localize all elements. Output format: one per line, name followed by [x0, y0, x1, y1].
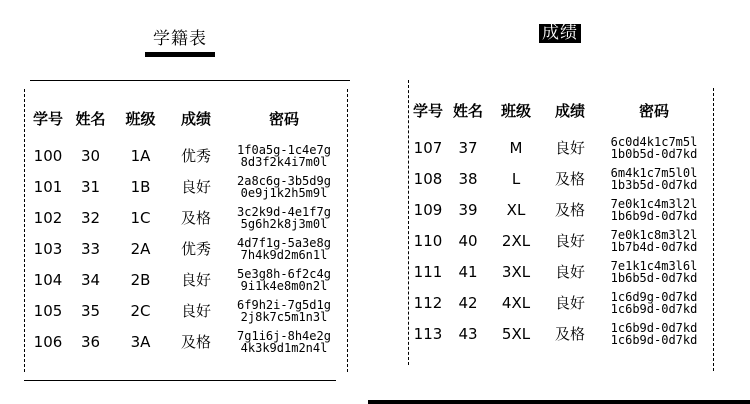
- password-line: 1c6b9d-0d7kd: [610, 332, 698, 347]
- table-row: [410, 256, 710, 287]
- password-cell: [224, 233, 344, 264]
- table-cell: 良好: [180, 302, 211, 320]
- password-line: 7e0k1c4m3l2l: [610, 196, 698, 211]
- table-row: [410, 163, 710, 194]
- table-cell: 113: [413, 324, 443, 343]
- table-cell: 及格: [554, 201, 585, 219]
- right-table: [410, 88, 710, 349]
- password-line: 7g1i6j-8h4e2g: [237, 328, 331, 343]
- table-cell: 良好: [554, 263, 585, 281]
- table-cell: 良好: [554, 294, 585, 312]
- table-cell: 37: [458, 138, 478, 157]
- password-line: 5e3g8h-6f2c4g: [237, 266, 331, 281]
- column-header: 班级: [125, 109, 156, 128]
- table-cell: 42: [458, 293, 478, 312]
- password-line: 3c2k9d-4e1f7g: [237, 204, 331, 219]
- table-cell: 43: [458, 324, 478, 343]
- left-table-title: [130, 30, 230, 57]
- table-cell: 4XL: [501, 293, 531, 312]
- column-header: 学号: [32, 109, 63, 128]
- table-row: [28, 326, 344, 357]
- table-cell: 110: [413, 231, 443, 250]
- table-cell: 及格: [554, 325, 585, 343]
- table-cell: 2C: [130, 301, 151, 320]
- table-row: [410, 287, 710, 318]
- password-line: 1c6b9d-0d7kd: [610, 301, 698, 316]
- password-cell: [224, 171, 344, 202]
- right-table-title-text: 成绩: [539, 24, 581, 43]
- password-line: 1b7b4d-0d7kd: [610, 239, 698, 254]
- password-line: 0e9j1k2h5m9l: [240, 185, 328, 200]
- table-row: [28, 233, 344, 264]
- password-line: 7h4k9d2m6n1l: [240, 247, 328, 262]
- password-cell: [598, 256, 710, 287]
- password-cell: [224, 326, 344, 357]
- table-cell: 103: [33, 239, 63, 258]
- table-cell: L: [511, 169, 521, 188]
- password-line: 1b0b5d-0d7kd: [610, 146, 698, 161]
- password-line: 5g6h2k8j3m0l: [240, 216, 328, 231]
- password-line: 1f0a5g-1c4e7g: [237, 142, 331, 157]
- table-cell: 38: [458, 169, 478, 188]
- right-table-title: [510, 24, 610, 43]
- table-cell: 及格: [180, 333, 211, 351]
- password-line: 7e0k1c8m3l2l: [610, 227, 698, 242]
- table-cell: 107: [413, 138, 443, 157]
- table-cell: 及格: [180, 209, 211, 227]
- table-row: [28, 140, 344, 171]
- table-cell: 39: [458, 200, 478, 219]
- left-table: [28, 96, 344, 357]
- password-line: 4d7f1g-5a3e8g: [237, 235, 331, 250]
- password-line: 6m4k1c7m5l0l: [610, 165, 698, 180]
- right-frame-left: [408, 80, 409, 365]
- table-row: [410, 194, 710, 225]
- column-header: 学号: [412, 101, 443, 120]
- column-header: 姓名: [452, 101, 483, 120]
- password-cell: [598, 194, 710, 225]
- table-cell: 2XL: [501, 231, 531, 250]
- password-line: 4k3k9d1m2n4l: [240, 340, 328, 355]
- password-line: 1c6d9g-0d7kd: [610, 289, 698, 304]
- table-cell: 104: [33, 270, 63, 289]
- password-cell: [224, 295, 344, 326]
- table-cell: 40: [458, 231, 478, 250]
- left-title-underline: [145, 52, 215, 57]
- password-cell: [598, 225, 710, 256]
- password-cell: [598, 132, 710, 163]
- password-line: 2j8k7c5m1n3l: [240, 309, 328, 324]
- password-line: 7e1k1c4m3l6l: [610, 258, 698, 273]
- table-cell: 1B: [130, 177, 151, 196]
- table-cell: 33: [80, 239, 101, 258]
- table-cell: 111: [413, 262, 443, 281]
- table-row: [410, 318, 710, 349]
- table-cell: 36: [80, 332, 101, 351]
- right-table-header-row: [410, 88, 710, 132]
- column-header: 密码: [638, 101, 669, 120]
- password-cell: [598, 163, 710, 194]
- right-frame-right: [713, 88, 714, 371]
- password-cell: [598, 318, 710, 349]
- password-line: 2a8c6g-3b5d9g: [237, 173, 331, 188]
- table-cell: 108: [413, 169, 443, 188]
- left-table-header-row: [28, 96, 344, 140]
- table-cell: 5XL: [501, 324, 531, 343]
- password-line: 8d3f2k4i7m0l: [240, 154, 328, 169]
- table-cell: 1A: [130, 146, 151, 165]
- password-line: 1c6b9d-0d7kd: [610, 320, 698, 335]
- table-row: [410, 225, 710, 256]
- table-row: [28, 171, 344, 202]
- table-row: [28, 202, 344, 233]
- table-cell: 105: [33, 301, 63, 320]
- table-cell: 34: [80, 270, 101, 289]
- table-cell: 101: [33, 177, 63, 196]
- left-bottom-rule: [24, 380, 336, 381]
- table-cell: 1C: [130, 208, 151, 227]
- table-cell: 100: [33, 146, 63, 165]
- table-cell: 41: [458, 262, 478, 281]
- password-cell: [224, 202, 344, 233]
- column-header: 密码: [268, 109, 299, 128]
- table-row: [28, 295, 344, 326]
- table-cell: 30: [80, 146, 101, 165]
- table-cell: 35: [80, 301, 101, 320]
- table-cell: 优秀: [180, 147, 211, 165]
- table-cell: 2A: [130, 239, 151, 258]
- table-cell: 3XL: [501, 262, 531, 281]
- column-header: 成绩: [180, 109, 211, 128]
- table-row: [28, 264, 344, 295]
- table-cell: 良好: [180, 271, 211, 289]
- table-cell: 良好: [554, 232, 585, 250]
- table-cell: 106: [33, 332, 63, 351]
- table-cell: 2B: [130, 270, 151, 289]
- table-cell: 优秀: [180, 240, 211, 258]
- left-table-title-text: 学籍表: [153, 29, 207, 49]
- password-line: 1b6b9d-0d7kd: [610, 208, 698, 223]
- table-row: [410, 132, 710, 163]
- password-line: 6c0d4k1c7m5l: [610, 134, 698, 149]
- table-cell: M: [509, 138, 523, 157]
- left-top-rule: [30, 80, 350, 81]
- table-cell: 112: [413, 293, 443, 312]
- column-header: 班级: [500, 101, 531, 120]
- password-line: 1b6b5d-0d7kd: [610, 270, 698, 285]
- password-cell: [224, 140, 344, 171]
- table-cell: 良好: [554, 139, 585, 157]
- password-line: 6f9h2i-7g5d1g: [237, 297, 331, 312]
- table-cell: 31: [80, 177, 101, 196]
- password-line: 9i1k4e8m0n2l: [240, 278, 328, 293]
- table-cell: 102: [33, 208, 63, 227]
- table-cell: XL: [506, 200, 526, 219]
- password-cell: [224, 264, 344, 295]
- column-header: 姓名: [75, 109, 106, 128]
- table-cell: 3A: [130, 332, 151, 351]
- column-header: 成绩: [554, 101, 585, 120]
- table-cell: 良好: [180, 178, 211, 196]
- table-cell: 109: [413, 200, 443, 219]
- table-cell: 及格: [554, 170, 585, 188]
- password-cell: [598, 287, 710, 318]
- password-line: 1b3b5d-0d7kd: [610, 177, 698, 192]
- right-bottom-rule: [368, 400, 750, 404]
- table-cell: 32: [80, 208, 101, 227]
